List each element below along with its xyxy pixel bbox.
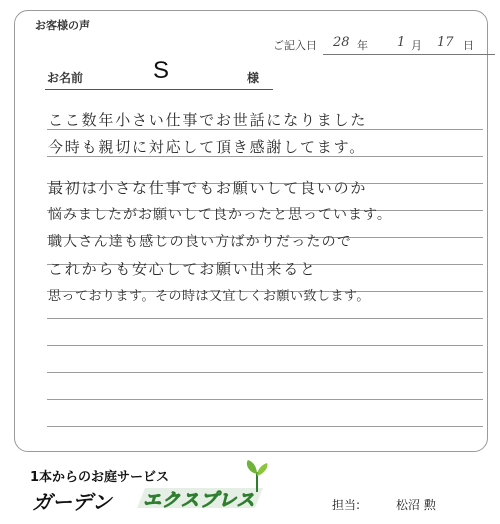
tagline: 1本からのお庭サービス xyxy=(30,470,170,485)
month-unit: 月 xyxy=(411,39,422,52)
footer xyxy=(0,452,500,524)
comment-line-1: ここ数年小さい仕事でお世話になりました xyxy=(48,111,368,129)
brand-main: ガーデン xyxy=(32,490,112,514)
comment-line-2: 今時も親切に対応して頂き感謝してます。 xyxy=(48,138,367,156)
name-underline xyxy=(45,89,273,90)
comment-line-6: これからも安心してお願い出来ると xyxy=(48,260,317,278)
comment-line-5: 職人さん達も感じの良い方ばかりだったので xyxy=(48,234,352,250)
ruled-line xyxy=(47,399,483,400)
date-row xyxy=(273,37,495,55)
month-value: 1 xyxy=(397,35,406,50)
comment-line-4: 悩みましたがお願いして良かったと思っています。 xyxy=(48,207,392,223)
staff-label: 担当: xyxy=(332,498,361,512)
comment-line-3: 最初は小さな仕事でもお願いして良いのか xyxy=(48,179,368,197)
name-label: お名前 xyxy=(47,71,84,85)
date-underline xyxy=(323,54,495,55)
form-title: お客様の声 xyxy=(35,19,90,32)
day-unit: 日 xyxy=(463,39,474,52)
name-suffix: 様 xyxy=(247,71,260,85)
staff-name: 松沼 勲 xyxy=(396,498,436,512)
customer-voice-card xyxy=(14,10,488,452)
comment-line-7: 思っております。その時は又宜しくお願い致します。 xyxy=(48,289,370,304)
year-value: 28 xyxy=(333,35,350,50)
day-value: 17 xyxy=(437,35,454,50)
name-value: S xyxy=(153,57,170,84)
year-unit: 年 xyxy=(357,39,368,52)
ruled-line xyxy=(47,345,483,346)
date-label: ご記入日 xyxy=(273,39,317,52)
ruled-line xyxy=(47,372,483,373)
sprout-icon xyxy=(242,458,272,496)
brand-accent: エクスプレス xyxy=(143,490,256,511)
ruled-line xyxy=(47,318,483,319)
ruled-line xyxy=(47,426,483,427)
